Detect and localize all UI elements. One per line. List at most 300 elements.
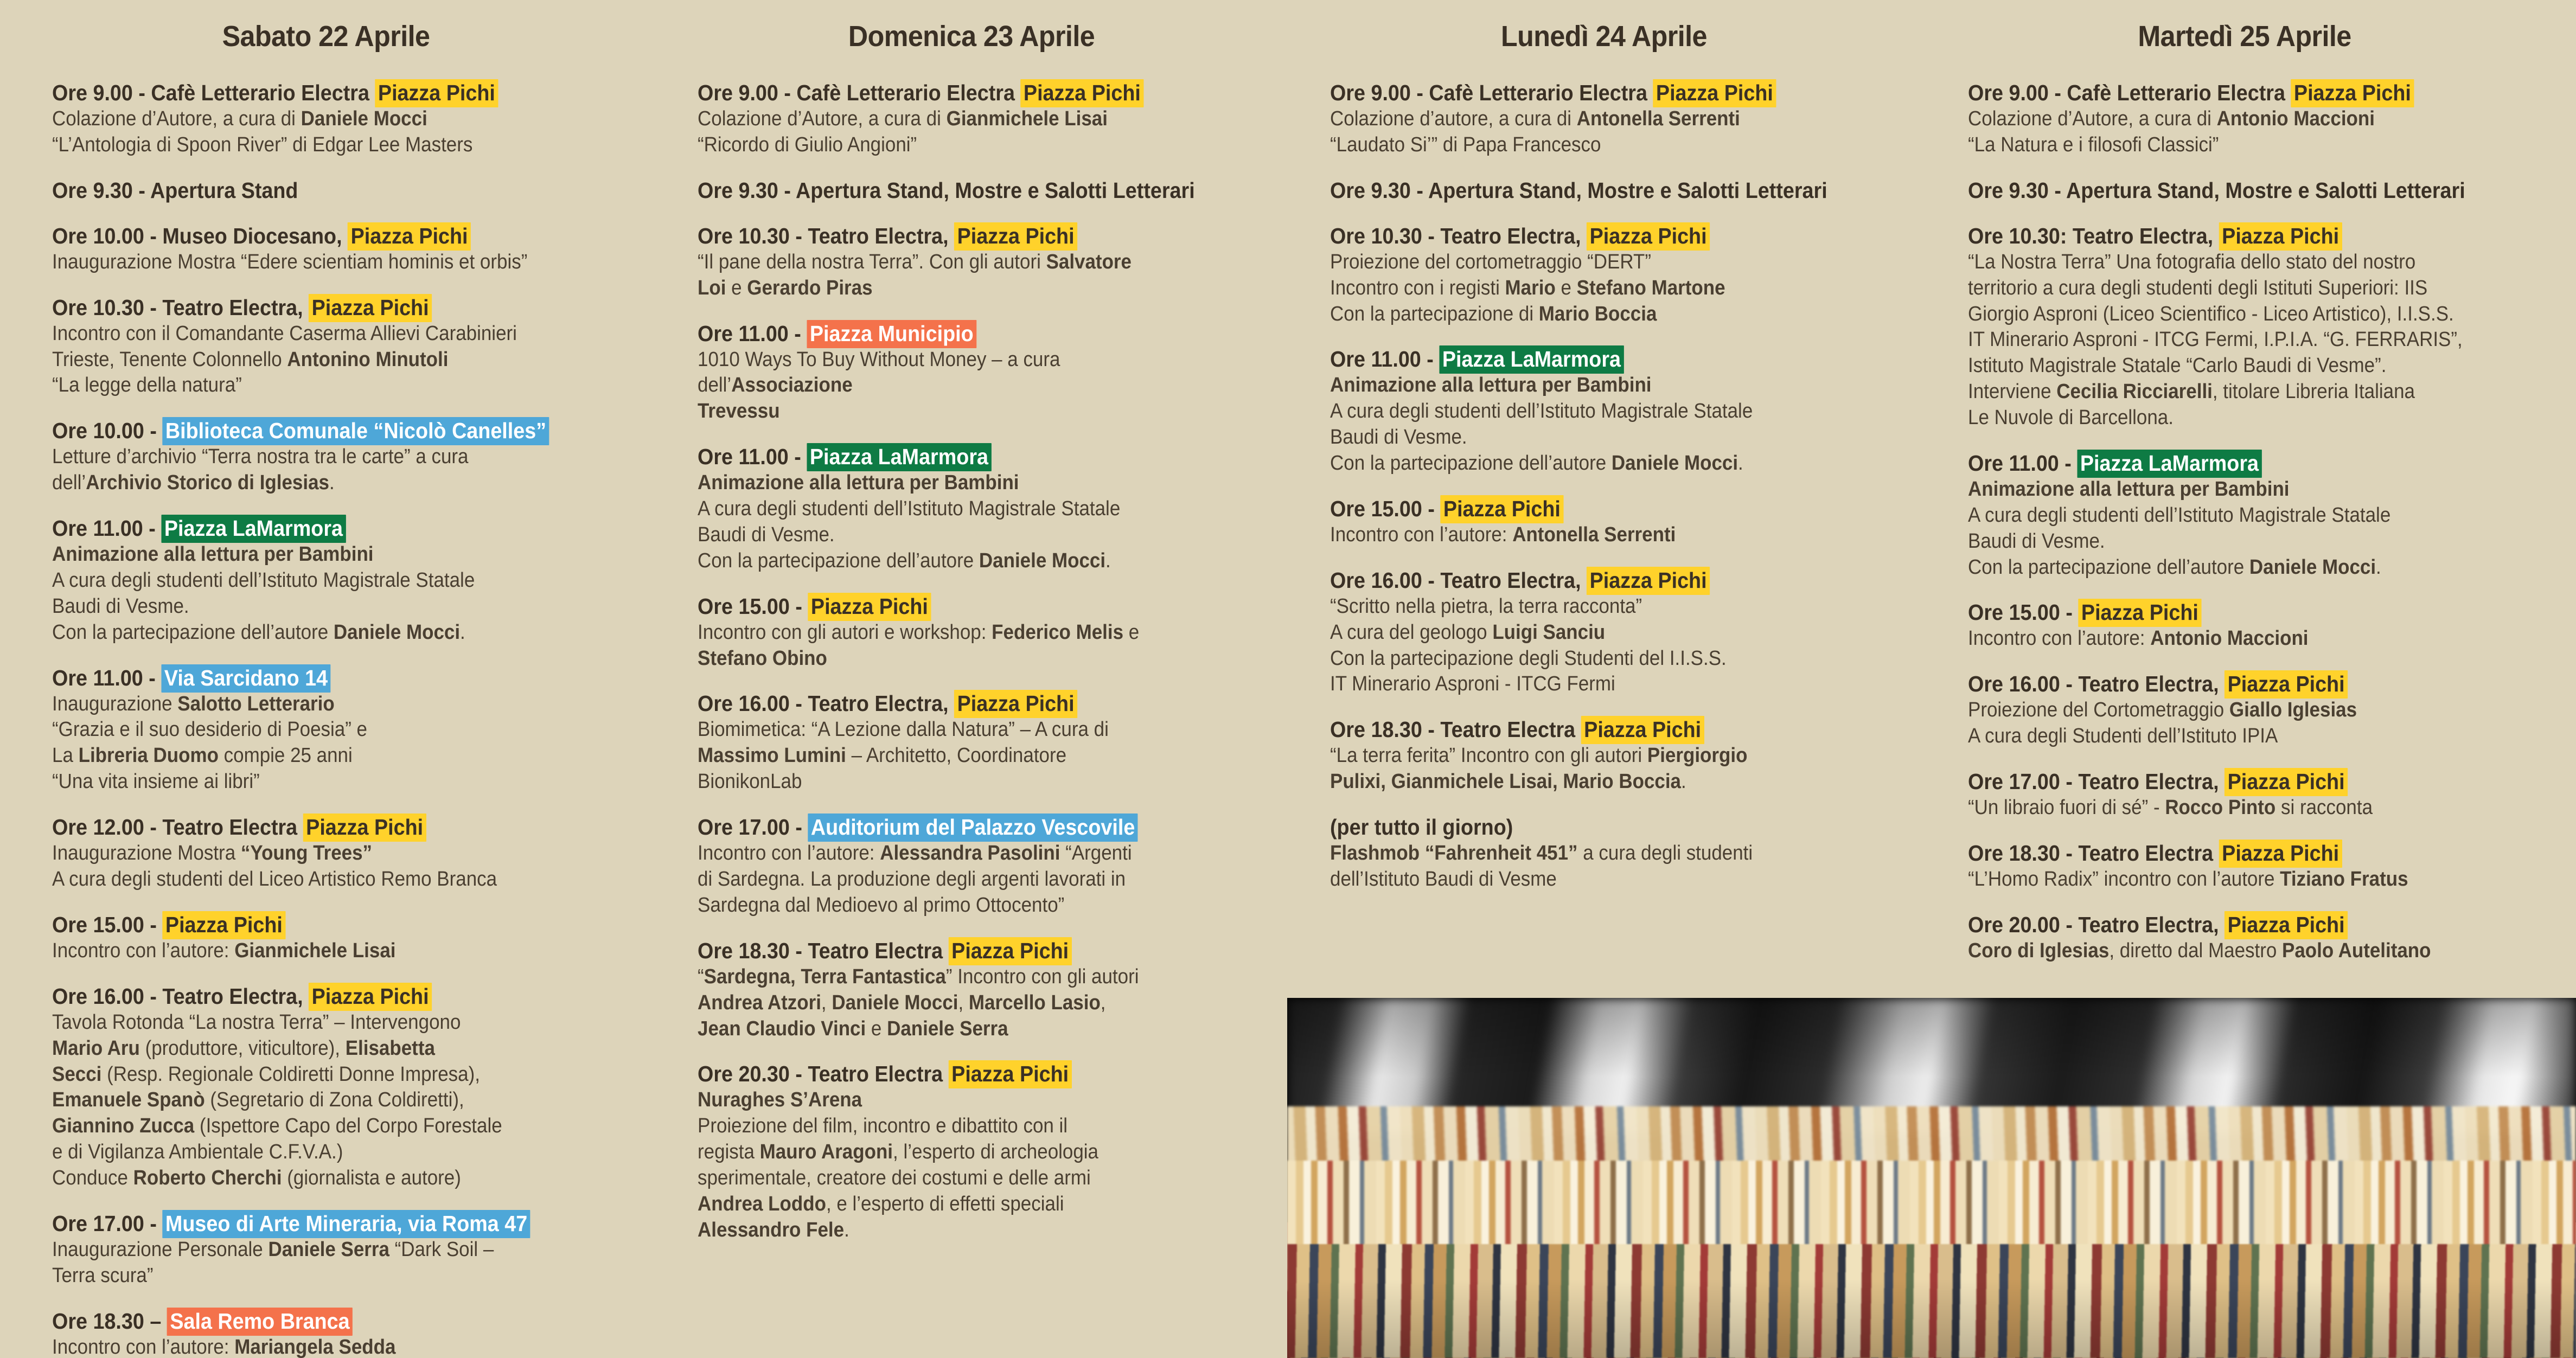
event-detail-line	[52, 1139, 556, 1165]
plain-text: Baudi di Vesme.	[52, 594, 189, 618]
emphasis-text: Pulixi, Gianmichele Lisai, Mario Boccia	[1330, 770, 1681, 793]
venue-highlight-green: Piazza LaMarmora	[161, 515, 346, 543]
event-detail-line	[52, 1036, 556, 1062]
venue-highlight-yellow: Piazza Pichi	[954, 690, 1077, 718]
event-detail-line	[52, 1165, 556, 1192]
event-detail-line	[1330, 769, 1834, 795]
plain-text: (per tutto il giorno)	[1330, 815, 1513, 840]
emphasis-text: Daniele Serra	[887, 1017, 1008, 1040]
event-detail-line	[1968, 503, 2477, 529]
event-detail-line	[52, 1010, 556, 1036]
plain-text: Incontro con l’autore:	[1968, 627, 2151, 650]
event-detail-line	[698, 1087, 1201, 1113]
emphasis-text: Secci	[52, 1062, 102, 1086]
plain-text: Ore 11.00 -	[52, 516, 162, 541]
event-detail-line	[1330, 522, 1834, 548]
plain-text: Ore 9.00 - Cafè Letterario Electra	[698, 80, 1021, 105]
plain-text: Con la partecipazione dell’autore	[698, 549, 979, 572]
venue-highlight-yellow: Piazza Pichi	[1587, 567, 1710, 595]
venue-highlight-green: Piazza LaMarmora	[2077, 450, 2261, 478]
event-detail-line	[698, 522, 1201, 548]
day-column-domenica	[698, 20, 1245, 1262]
plain-text: Ore 10.30 - Teatro Electra,	[52, 294, 309, 320]
emphasis-text: Salotto Letterario	[177, 692, 335, 715]
emphasis-text: Antonino Minutoli	[287, 348, 449, 371]
emphasis-text: Gianmichele Lisai	[946, 107, 1108, 131]
event-detail-line	[698, 1139, 1201, 1165]
plain-text: Incontro con il Comandante Caserma Allievi Carabinieri	[52, 322, 517, 345]
emphasis-text: Emanuele Spanò	[52, 1088, 205, 1112]
event-block	[698, 813, 1245, 919]
emphasis-text: Antonella Serrenti	[1576, 107, 1740, 131]
plain-text: IT Minerario Asproni - ITCG Fermi	[1330, 672, 1615, 696]
event-time-venue	[52, 294, 556, 321]
event-time-venue	[52, 911, 556, 938]
emphasis-text: Gianmichele Lisai	[234, 939, 396, 962]
plain-text: – Architetto, Coordinatore	[846, 744, 1067, 767]
plain-text: Letture d’archivio “Terra nostra tra le carte” a cura	[52, 445, 469, 469]
event-time-venue	[698, 593, 1201, 620]
event-detail-line	[1330, 399, 1834, 425]
plain-text: compie 25 anni	[218, 744, 353, 767]
plain-text: IT Minerario Asproni - ITCG Fermi, I.P.I.A. “G. FERRARIS”,	[1968, 328, 2463, 351]
venue-highlight-yellow: Piazza Pichi	[2225, 768, 2348, 796]
plain-text: di Sardegna. La produzione degli argenti lavorati in	[698, 868, 1126, 891]
plain-text: Ore 11.00 -	[698, 321, 807, 346]
plain-text: , e l’esperto di effetti speciali	[826, 1192, 1064, 1215]
emphasis-text: Daniele Mocci	[333, 620, 461, 644]
event-detail-line	[52, 347, 556, 373]
plain-text: Proiezione del cortometraggio “DERT”	[1330, 250, 1651, 273]
event-time-venue	[1968, 911, 2477, 938]
venue-highlight-blue: Museo di Arte Mineraria, via Roma 47	[162, 1210, 530, 1238]
venue-highlight-yellow: Piazza Pichi	[2291, 79, 2414, 107]
plain-text: Ore 10.00 -	[52, 418, 163, 444]
plain-text: Incontro con l’autore:	[1330, 523, 1513, 546]
event-detail-line	[698, 276, 1201, 302]
emphasis-text: Salvatore	[1046, 250, 1132, 273]
day-column-martedi	[1968, 20, 2521, 983]
plain-text: Ore 18.30 - Teatro Electra	[1330, 717, 1581, 742]
plain-text: dell’Istituto Baudi di Vesme	[1330, 868, 1557, 891]
plain-text: 1010 Ways To Buy Without Money – a cura dell’	[698, 348, 1060, 397]
emphasis-text: Mauro Aragoni	[759, 1141, 893, 1164]
book-market-photo	[1287, 998, 2576, 1358]
venue-highlight-yellow: Piazza Pichi	[1020, 79, 1143, 107]
emphasis-text: Jean Claudio Vinci	[698, 1017, 866, 1040]
event-block	[52, 813, 600, 893]
event-block	[52, 1210, 600, 1289]
event-time-venue	[698, 79, 1201, 106]
plain-text: Colazione d’Autore, a cura di	[698, 107, 947, 131]
event-detail-line	[1330, 276, 1834, 302]
venue-highlight-yellow: Piazza Pichi	[949, 1060, 1072, 1088]
event-block	[1968, 222, 2521, 431]
event-time-venue	[52, 222, 556, 249]
plain-text: Colazione d’Autore, a cura di	[52, 107, 301, 131]
event-time-venue	[52, 983, 556, 1010]
venue-highlight-green: Piazza LaMarmora	[807, 443, 991, 471]
emphasis-text: Libreria Duomo	[78, 744, 219, 767]
plain-text: Ore 9.30 - Apertura Stand, Mostre e Salotti Letterari	[698, 177, 1195, 203]
venue-highlight-yellow: Piazza Pichi	[375, 79, 498, 107]
event-block	[698, 177, 1245, 204]
emphasis-text: Elisabetta	[345, 1036, 435, 1060]
event-detail-line	[1330, 620, 1834, 646]
emphasis-text: Daniele Mocci	[979, 549, 1106, 572]
event-detail-line	[52, 841, 556, 867]
emphasis-text: Sardegna, Terra Fantastica	[704, 965, 946, 988]
emphasis-text: Daniele Mocci	[2249, 555, 2376, 579]
plain-text: .	[1105, 549, 1111, 572]
venue-highlight-blue: Auditorium del Palazzo Vescovile	[808, 813, 1137, 842]
event-detail-line	[1330, 841, 1834, 867]
event-time-venue	[698, 177, 1201, 204]
emphasis-text: Daniele Mocci	[832, 991, 958, 1014]
event-detail-line	[52, 594, 556, 620]
venue-highlight-blue: Via Sarcidano 14	[161, 664, 330, 693]
event-detail-line	[52, 938, 556, 964]
event-block	[1968, 911, 2521, 964]
event-detail-line	[698, 106, 1201, 132]
emphasis-text: “Young Trees”	[240, 842, 373, 865]
event-block	[698, 593, 1245, 672]
plain-text: Ore 9.30 - Apertura Stand	[52, 177, 298, 203]
plain-text: Ore 20.30 - Teatro Electra	[698, 1061, 949, 1087]
event-detail-line	[1330, 249, 1834, 276]
emphasis-text: Animazione alla lettura per Bambini	[698, 471, 1019, 495]
event-time-venue	[1330, 222, 1834, 249]
event-detail-line	[1330, 451, 1834, 477]
event-block	[698, 222, 1245, 302]
emphasis-text: Gerardo Piras	[747, 276, 873, 299]
plain-text: Proiezione del film, incontro e dibattito con il	[698, 1114, 1068, 1138]
emphasis-text: Cecilia Ricciarelli	[2056, 380, 2213, 403]
plain-text: Con la partecipazione dell’autore	[1968, 555, 2249, 579]
emphasis-text: Daniele Mocci	[301, 107, 427, 131]
event-time-venue	[698, 222, 1201, 249]
event-detail-line	[1968, 276, 2477, 302]
event-detail-line	[52, 867, 556, 893]
event-detail-line	[698, 548, 1201, 574]
event-block	[698, 937, 1245, 1042]
emphasis-text: Antonella Serrenti	[1512, 523, 1676, 546]
emphasis-text: Giallo Iglesias	[2229, 699, 2357, 722]
event-detail-line	[698, 841, 1201, 867]
venue-highlight-yellow: Piazza Pichi	[1587, 222, 1710, 251]
event-detail-line	[52, 769, 556, 795]
event-detail-line	[1968, 529, 2477, 555]
emphasis-text: Coro di Iglesias	[1968, 939, 2110, 962]
plain-text: (Ispettore Capo del Corpo Forestale	[194, 1114, 502, 1138]
plain-text: (produttore, viticultore),	[139, 1036, 346, 1060]
event-block	[52, 983, 600, 1192]
event-detail-line	[52, 568, 556, 594]
event-detail-line	[1968, 132, 2477, 158]
emphasis-text: Andrea Loddo	[698, 1192, 826, 1215]
plain-text: Ore 9.00 - Cafè Letterario Electra	[1330, 80, 1653, 105]
plain-text: Giorgio Asproni (Liceo Scientifico - Liceo Artistico), I.I.S.S.	[1968, 302, 2454, 325]
event-block	[1330, 177, 1878, 204]
event-block	[52, 417, 600, 496]
event-detail-line	[1330, 106, 1834, 132]
emphasis-text: Tiziano Fratus	[2280, 868, 2408, 891]
venue-highlight-yellow: Piazza Pichi	[954, 222, 1077, 251]
event-detail-line	[1968, 106, 2477, 132]
event-block	[1968, 450, 2521, 581]
plain-text: Ore 17.00 -	[698, 815, 808, 840]
plain-text: territorio a cura degli studenti degli Istituti Superiori: IIS	[1968, 276, 2428, 299]
plain-text: “Il pane della nostra Terra”. Con gli autori	[698, 250, 1046, 273]
event-detail-line	[52, 743, 556, 769]
venue-highlight-yellow: Piazza Pichi	[2078, 599, 2201, 627]
event-time-venue	[52, 813, 556, 841]
emphasis-text: Trevessu	[698, 400, 780, 423]
plain-text: Terra scura”	[52, 1264, 154, 1287]
emphasis-text: Federico Melis	[992, 620, 1124, 644]
plain-text: Incontro con l’autore:	[698, 842, 880, 865]
event-block	[52, 294, 600, 399]
plain-text: Ore 10.30 - Teatro Electra,	[1330, 223, 1587, 248]
emphasis-text: Animazione alla lettura per Bambini	[1968, 477, 2290, 501]
venue-highlight-green: Piazza LaMarmora	[1439, 345, 1623, 374]
plain-text: e	[866, 1017, 887, 1040]
plain-text: “Una vita insieme ai libri”	[52, 770, 260, 793]
event-detail-line	[698, 717, 1201, 743]
event-detail-line	[52, 1335, 556, 1358]
plain-text: Ore 16.00 - Teatro Electra,	[1968, 671, 2225, 697]
event-detail-line	[698, 769, 1201, 795]
plain-text: “Ricordo di Giulio Angioni”	[698, 133, 917, 156]
plain-text: Ore 11.00 -	[1968, 450, 2078, 476]
event-detail-line	[698, 964, 1201, 990]
venue-highlight-yellow: Piazza Pichi	[162, 911, 285, 939]
event-time-venue	[52, 79, 556, 106]
event-detail-line	[698, 1113, 1201, 1139]
plain-text: La	[52, 744, 79, 767]
plain-text: si racconta	[2275, 796, 2373, 819]
plain-text: .	[2376, 555, 2381, 579]
plain-text: “	[698, 965, 704, 988]
event-block	[1330, 495, 1878, 548]
event-detail-line	[1968, 697, 2477, 723]
emphasis-text: Mariangela Sedda	[234, 1335, 396, 1358]
event-time-venue	[1330, 567, 1834, 594]
emphasis-text: Loi	[698, 276, 726, 299]
event-block	[698, 320, 1245, 425]
plain-text: “La terra ferita” Incontro con gli autori	[1330, 744, 1647, 767]
venue-highlight-yellow: Piazza Pichi	[309, 294, 432, 322]
plain-text: “La legge della natura”	[52, 374, 242, 397]
event-detail-line	[1330, 867, 1834, 893]
event-block	[1968, 768, 2521, 821]
event-time-venue	[1330, 813, 1834, 841]
plain-text: Ore 17.00 -	[52, 1210, 163, 1236]
plain-text: Ore 16.00 - Teatro Electra,	[1330, 567, 1587, 593]
venue-highlight-yellow: Piazza Pichi	[348, 222, 471, 251]
event-time-venue	[1968, 670, 2477, 697]
plain-text: “Argenti	[1060, 842, 1132, 865]
emphasis-text: Massimo Lumini	[698, 744, 846, 767]
venue-highlight-yellow: Piazza Pichi	[1581, 716, 1704, 744]
day-title: Sabato 22 Aprile	[222, 20, 430, 53]
plain-text: Inaugurazione Mostra	[52, 842, 241, 865]
venue-highlight-blue: Biblioteca Comunale “Nicolò Canelles”	[162, 417, 549, 445]
event-detail-line	[698, 1016, 1201, 1042]
plain-text: “La Nostra Terra” Una fotografia dello stato del nostro	[1968, 250, 2416, 273]
event-time-venue	[698, 690, 1201, 717]
plain-text: .	[460, 620, 465, 644]
event-block	[1330, 716, 1878, 795]
venue-highlight-yellow: Piazza Pichi	[309, 983, 432, 1011]
event-detail-line	[1330, 743, 1834, 769]
plain-text: Ore 16.00 - Teatro Electra,	[698, 691, 955, 716]
plain-text: Inaugurazione Personale	[52, 1238, 269, 1261]
venue-highlight-yellow: Piazza Pichi	[1440, 495, 1563, 523]
plain-text: Ore 18.30 - Teatro Electra	[698, 938, 949, 963]
plain-text: Ore 12.00 - Teatro Electra	[52, 815, 303, 840]
event-time-venue	[698, 1060, 1201, 1087]
event-detail-line	[1968, 249, 2477, 276]
venue-highlight-yellow: Piazza Pichi	[2225, 911, 2348, 939]
emphasis-text: Alessandra Pasolini	[880, 842, 1060, 865]
plain-text: A cura degli studenti dell’Istituto Magistrale Statale	[52, 568, 475, 592]
day-title: Martedì 25 Aprile	[2138, 20, 2351, 53]
event-detail-line	[1330, 671, 1834, 697]
plain-text: Incontro con l’autore:	[52, 1335, 235, 1358]
event-detail-line	[1968, 477, 2477, 503]
event-detail-line	[52, 373, 556, 399]
event-block	[52, 515, 600, 646]
event-time-venue	[1330, 345, 1834, 373]
venue-highlight-yellow: Piazza Pichi	[2219, 840, 2342, 868]
plain-text: “Grazia e il suo desiderio di Poesia” e	[52, 718, 368, 741]
event-detail-line	[52, 321, 556, 347]
event-time-venue	[1968, 840, 2477, 867]
event-time-venue	[52, 664, 556, 691]
plain-text: Ore 15.00 -	[698, 593, 808, 619]
plain-text: (giornalista e autore)	[282, 1167, 461, 1190]
event-time-venue	[1330, 177, 1834, 204]
plain-text: “L’Antologia di Spoon River” di Edgar Lee Masters	[52, 133, 473, 156]
emphasis-text: Stefano Obino	[698, 646, 827, 670]
plain-text: Trieste, Tenente Colonnello	[52, 348, 287, 371]
plain-text: Ore 16.00 - Teatro Electra,	[52, 983, 309, 1009]
event-time-venue	[52, 417, 556, 444]
venue-highlight-yellow: Piazza Pichi	[2219, 222, 2342, 251]
event-detail-line	[698, 496, 1201, 522]
plain-text: .	[1680, 770, 1686, 793]
event-detail-line	[1968, 555, 2477, 581]
plain-text: A cura del geologo	[1330, 620, 1493, 644]
event-time-venue	[1968, 599, 2477, 626]
event-block	[1330, 222, 1878, 328]
day-title: Domenica 23 Aprile	[848, 20, 1095, 53]
plain-text: e di Vigilanza Ambientale C.F.V.A.)	[52, 1141, 343, 1164]
plain-text: (Segretario di Zona Coldiretti),	[204, 1088, 464, 1112]
event-block	[698, 1060, 1245, 1243]
event-detail-line	[698, 893, 1201, 919]
day-column-sabato	[52, 20, 600, 1358]
event-detail-line	[1330, 594, 1834, 620]
event-time-venue	[698, 813, 1201, 841]
plain-text: Ore 11.00 -	[698, 444, 807, 470]
plain-text: Ore 15.00 -	[1330, 496, 1441, 521]
plain-text: Incontro con l’autore:	[52, 939, 235, 962]
plain-text: Ore 11.00 -	[1330, 347, 1440, 372]
plain-text: Proiezione del Cortometraggio	[1968, 699, 2229, 722]
plain-text: A cura degli studenti dell’Istituto Magistrale Statale	[1330, 400, 1753, 423]
event-block	[52, 222, 600, 276]
event-detail-line	[1968, 867, 2477, 893]
plain-text: , l’esperto di archeologia	[893, 1141, 1099, 1164]
event-time-venue	[1968, 79, 2477, 106]
event-detail-line	[1330, 302, 1834, 328]
event-detail-line	[1968, 327, 2477, 353]
event-block	[1330, 567, 1878, 698]
event-block	[698, 443, 1245, 574]
plain-text: “La Natura e i filosofi Classici”	[1968, 133, 2219, 156]
photo-vignette	[1287, 998, 2576, 1358]
event-detail-line	[52, 444, 556, 470]
event-block	[1968, 840, 2521, 893]
venue-highlight-yellow: Piazza Pichi	[808, 593, 931, 621]
plain-text: Ore 20.00 - Teatro Electra,	[1968, 912, 2225, 937]
event-time-venue	[1968, 768, 2477, 795]
event-time-venue	[1968, 177, 2477, 204]
emphasis-text: Mario	[1505, 276, 1556, 299]
event-time-venue	[1330, 79, 1834, 106]
plain-text: Ore 9.30 - Apertura Stand, Mostre e Salotti Letterari	[1968, 177, 2465, 203]
plain-text: ” Incontro con gli autori	[945, 965, 1139, 988]
event-detail-line	[1330, 425, 1834, 451]
plain-text: e	[1555, 276, 1577, 299]
emphasis-text: Giannino Zucca	[52, 1114, 195, 1138]
plain-text: Ore 15.00 -	[1968, 600, 2079, 625]
event-time-venue	[1330, 495, 1834, 522]
plain-text: “Laudato Si’” di Papa Francesco	[1330, 133, 1601, 156]
emphasis-text: Mario Boccia	[1538, 302, 1657, 325]
event-detail-line	[52, 1113, 556, 1139]
event-detail-line	[698, 743, 1201, 769]
plain-text: Baudi di Vesme.	[1968, 529, 2105, 553]
emphasis-text: Daniele Serra	[268, 1238, 389, 1261]
plain-text: Inaugurazione	[52, 692, 178, 715]
emphasis-text: Luigi Sanciu	[1492, 620, 1606, 644]
plain-text: e	[1123, 620, 1140, 644]
event-detail-line	[1330, 373, 1834, 399]
emphasis-text: Nuraghes S’Arena	[698, 1088, 862, 1112]
event-time-venue	[698, 320, 1201, 347]
plain-text: Ore 15.00 -	[52, 912, 163, 937]
venue-highlight-orange: Piazza Municipio	[807, 320, 976, 348]
event-time-venue	[52, 1210, 556, 1237]
venue-highlight-yellow: Piazza Pichi	[303, 813, 426, 842]
event-detail-line	[1968, 302, 2477, 328]
event-time-venue	[1968, 450, 2477, 477]
plain-text: .	[844, 1218, 849, 1241]
plain-text: Incontro con i registi	[1330, 276, 1505, 299]
event-time-venue	[52, 177, 556, 204]
plain-text: Ore 18.30 - Teatro Electra	[1968, 840, 2219, 866]
plain-text: Interviene	[1968, 380, 2057, 403]
event-detail-line	[698, 990, 1201, 1016]
plain-text: Tavola Rotonda “La nostra Terra” – Intervengono	[52, 1010, 461, 1034]
plain-text: regista	[698, 1141, 760, 1164]
event-block	[1968, 670, 2521, 750]
plain-text: .	[1738, 452, 1743, 475]
event-detail-line	[1968, 795, 2477, 821]
